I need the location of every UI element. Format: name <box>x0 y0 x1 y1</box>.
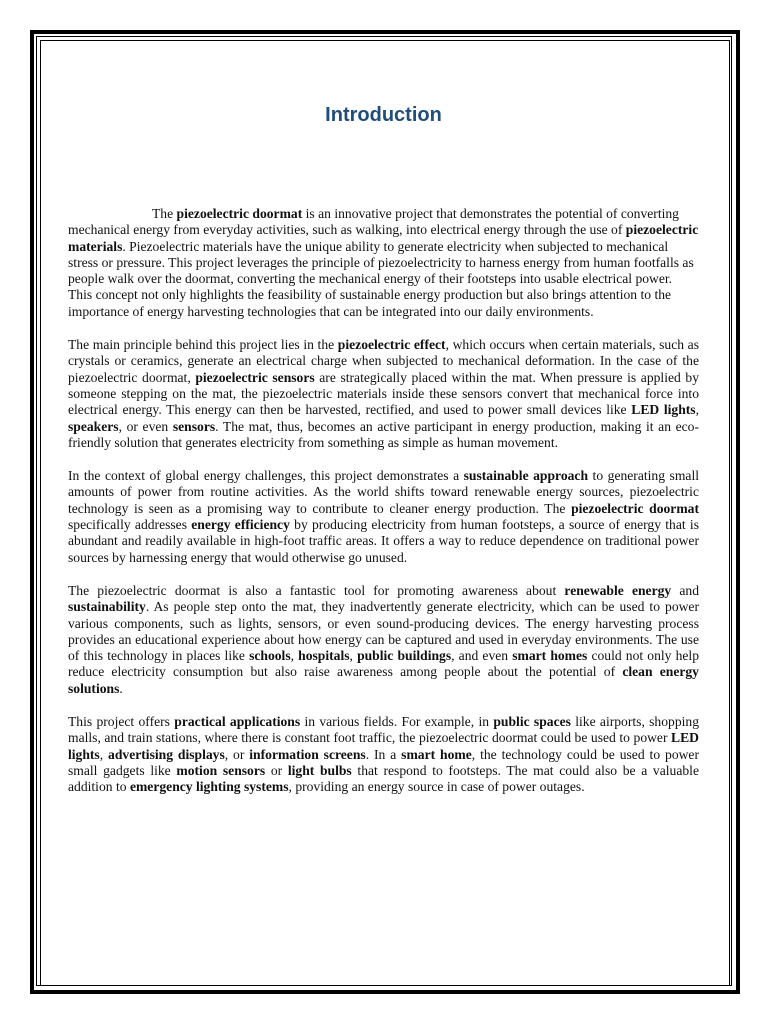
bold-term: smart homes <box>512 648 588 664</box>
paragraph-4 <box>68 583 699 697</box>
bold-term: LED lights <box>631 402 696 418</box>
bold-term: schools <box>249 648 291 664</box>
bold-term: sustainability <box>68 599 146 615</box>
text-run: are strategically placed within the mat. When pressure is applied by someone stepping on the mat, the piezoelectric materials inside these sensors convert that mechanical force into electrical energy. This energy can then be harvested, rectified, and used to power small devices like <box>68 369 699 418</box>
text-run: , or <box>224 746 250 762</box>
bold-term: public spaces <box>493 714 571 730</box>
text-run: and <box>671 582 699 598</box>
text-run: , <box>695 402 699 418</box>
bold-term: clean energy solutions <box>68 664 699 696</box>
paragraph-3 <box>68 468 699 566</box>
text-run: , or even <box>118 418 173 434</box>
bold-term: piezoelectric effect <box>337 337 446 353</box>
bold-term: speakers <box>68 418 119 434</box>
text-run: , providing an energy source in case of power outages. <box>288 779 585 795</box>
text-run: that respond to footsteps. The mat could also be a valuable addition to <box>68 762 699 795</box>
text-run: The piezoelectric doormat is also a fantastic tool for promoting awareness about <box>68 582 565 598</box>
bold-term: smart home <box>401 746 472 762</box>
text-run: . In a <box>365 746 402 762</box>
text-run: , <box>99 746 109 762</box>
text-run: . As people step onto the mat, they inadvertently generate electricity, which can be used to power various components, such as lights, sensors, or even sound-producing devices. The energy harvesting process provides an educational experience about how energy can be captured and used in everyday environments. The use of this technology in places like <box>68 599 699 664</box>
bold-term: information screens <box>249 746 366 762</box>
text-run: The main principle behind this project lies in the <box>68 337 338 353</box>
bold-term: emergency lighting systems <box>129 779 289 795</box>
text-run: , the technology could be used to power small gadgets like <box>68 746 699 778</box>
bold-term: public buildings <box>357 648 452 664</box>
text-run: The <box>152 206 177 221</box>
bold-term: piezoelectric sensors <box>195 369 315 385</box>
text-run: . Piezoelectric materials have the unique ability to generate electricity when subjected to mechanical stress or pressure. This project leverages the principle of piezoelectricity to harness energy from human footfalls as people walk over the doormat, converting the mechanical energy of their footsteps into usable electrical power. This concept not only highlights the feasibility of sustainable energy production but also brings attention to the importance of energy harvesting technologies that can be integrated into our daily environments. <box>68 238 694 319</box>
bold-term: energy efficiency <box>191 517 290 533</box>
paragraph-1 <box>68 206 699 320</box>
bold-term: advertising displays <box>108 746 225 762</box>
bold-term: piezoelectric doormat <box>571 500 699 516</box>
text-run: could not only help reduce electricity consumption but also raise awareness among people about the potential of <box>68 648 699 680</box>
text-run: In the context of global energy challenges, this project demonstrates a <box>68 468 464 484</box>
bold-term: LED lights <box>68 730 699 762</box>
text-run: by producing electricity from human footsteps, a source of energy that is abundant and readily available in high-foot traffic areas. It offers a way to reduce dependence on traditional power sources by harnessing energy that would otherwise go unused. <box>68 517 699 565</box>
document-body <box>68 100 699 813</box>
text-run: like airports, shopping malls, and train stations, where there is constant foot traffic, the piezoelectric doormat could be used to power <box>68 714 699 746</box>
text-run: , <box>349 648 358 664</box>
bold-term: sustainable approach <box>463 468 589 484</box>
bold-term: sensors <box>172 418 216 434</box>
page-title: Introduction <box>325 104 442 126</box>
paragraph-5 <box>68 714 699 795</box>
text-run: . The mat, thus, becomes an active participant in energy production, making it an eco-friendly solution that generates electricity from something as simple as human movement. <box>68 418 699 450</box>
text-run: in various fields. For example, in <box>300 714 494 730</box>
bold-term: hospitals <box>298 648 350 664</box>
bold-term: practical applications <box>174 714 301 730</box>
paragraph-2 <box>68 337 699 451</box>
text-run: to generating small amounts of power from routine activities. As the world shifts toward renewable energy sources, piezoelectric technology is seen as a promising way to contribute to cleaner energy production. The <box>68 468 699 516</box>
text-run: is an innovative project that demonstrates the potential of converting mechanical energy from everyday activities, such as walking, into electrical energy through the use of <box>68 206 679 238</box>
text-run: or <box>265 762 288 778</box>
bold-term: renewable energy <box>564 582 672 598</box>
bold-term: piezoelectric doormat <box>176 206 303 221</box>
bold-term: motion sensors <box>176 762 266 778</box>
bold-term: light bulbs <box>287 762 352 778</box>
text-run: specifically addresses <box>68 517 192 533</box>
text-run: This project offers <box>68 714 175 730</box>
text-run: . <box>119 680 123 696</box>
bold-term: piezoelectric materials <box>68 222 699 254</box>
text-run: , and even <box>451 648 513 664</box>
text-run: , which occurs when certain materials, such as crystals or ceramics, generate an electrical charge when subjected to mechanical deformation. In the case of the piezoelectric doormat, <box>68 337 700 385</box>
text-run: , <box>290 648 299 664</box>
